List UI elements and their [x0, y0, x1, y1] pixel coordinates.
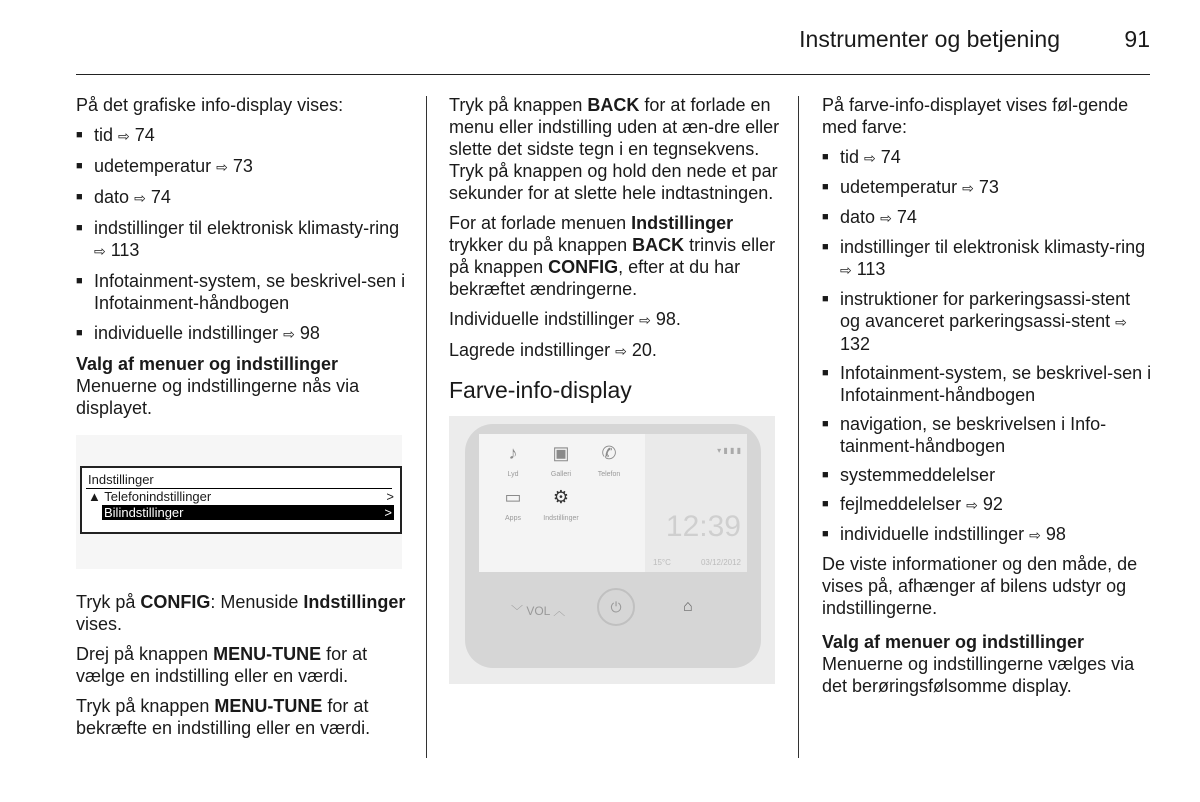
column-divider-2	[798, 96, 799, 758]
status-icons: ▾ ▮ ▮ ▮	[717, 446, 741, 455]
col2-para-3: Individuelle indstillinger ⇨ 98.	[449, 309, 681, 329]
clock: 12:39	[665, 510, 741, 543]
list-item: ■ systemmeddelelser	[822, 464, 1154, 486]
crossref-icon: ⇨	[283, 326, 295, 342]
crossref-icon: ⇨	[639, 312, 651, 328]
col2-para-2: For at forlade menuen Indstillinger trykker du på knappen BACK trinvis eller på knappen CONFIG, efter at du har bekræftet ændringerne.	[449, 213, 776, 299]
col1-subtext: Menuerne og indstillingerne nås via displayet.	[76, 376, 360, 418]
list-item: ■ tid ⇨ 74	[76, 124, 412, 147]
section-heading: Farve-info-display	[449, 377, 632, 403]
list-item: ■ udetemperatur ⇨ 73	[822, 176, 1154, 199]
col1-para-1: Tryk på CONFIG: Menuside Indstillinger vises.	[76, 592, 406, 634]
crossref-icon: ⇨	[94, 243, 106, 259]
list-item: ■ Infotainment-system, se beskrivel-sen i Infotainment-håndbogen	[76, 270, 412, 314]
power-icon: ⏻	[597, 588, 635, 626]
list-item: ■ individuelle indstillinger ⇨ 98	[822, 523, 1154, 546]
crossref-icon: ⇨	[134, 190, 146, 206]
scroll-up-icon: ▲	[88, 489, 101, 504]
crossref-icon: ⇨	[1029, 527, 1041, 543]
list-item: ■ tid ⇨ 74	[822, 146, 1154, 169]
list-item: ■ udetemperatur ⇨ 73	[76, 155, 412, 178]
col1-list	[76, 124, 412, 345]
crossref-icon: ⇨	[880, 210, 892, 226]
list-item: ■ indstillinger til elektronisk klimasty-ring ⇨ 113	[822, 236, 1154, 281]
mono-display-screen	[80, 466, 402, 534]
color-display-figure	[449, 416, 775, 684]
list-item: ■ navigation, se beskrivelsen i Info-tainment-håndbogen	[822, 413, 1154, 457]
page-number: 91	[1124, 26, 1150, 52]
col1-intro: På det grafiske info-display vises:	[76, 95, 344, 115]
gear-icon: ⚙	[552, 487, 570, 507]
home-screen-apps	[479, 434, 645, 572]
home-icon: ⌂	[683, 598, 693, 615]
page-header-title: Instrumenter og betjening	[799, 26, 1060, 52]
crossref-icon: ⇨	[118, 128, 130, 144]
crossref-icon: ⇨	[962, 180, 974, 196]
list-item: ■ individuelle indstillinger ⇨ 98	[76, 322, 412, 345]
col3-list	[822, 146, 1154, 546]
button-bar	[465, 580, 761, 636]
crossref-icon: ⇨	[840, 262, 852, 278]
col1-subheading: Valg af menuer og indstillinger	[76, 354, 339, 374]
volume-control: ﹀ VOL ︿	[511, 604, 566, 618]
touch-screen	[479, 434, 747, 572]
crossref-icon: ⇨	[864, 150, 876, 166]
mono-display-figure	[76, 435, 402, 569]
list-item: ■ dato ⇨ 74	[76, 186, 412, 209]
display-row-bil-selected: Bilindstillinger >	[104, 505, 392, 520]
phone-icon: ✆	[601, 443, 617, 463]
display-bezel	[465, 424, 761, 668]
music-icon: ♪	[508, 443, 518, 463]
list-item: ■ instruktioner for parkeringsassi-stent og avanceret parkeringsassi-stent ⇨ 132	[822, 288, 1154, 355]
column-divider-1	[426, 96, 427, 758]
app-galleri: ▣ Galleri	[535, 442, 587, 486]
app-lyd: ♪ Lyd	[487, 442, 539, 486]
outside-temp: 15°C	[653, 558, 671, 567]
chevron-right-icon: >	[384, 505, 392, 520]
col3-para-1: De viste informationer og den måde, de vises på, afhænger af bilens udstyr og indstillingerne.	[822, 554, 1138, 618]
list-item: ■ indstillinger til elektronisk klimasty-ring ⇨ 113	[76, 217, 412, 262]
list-item: ■ fejlmeddelelser ⇨ 92	[822, 493, 1154, 516]
date: 03/12/2012	[700, 558, 741, 567]
gallery-icon: ▣	[552, 443, 570, 463]
crossref-icon: ⇨	[216, 159, 228, 175]
crossref-icon: ⇨	[615, 343, 627, 359]
col2-para-1: Tryk på knappen BACK for at forlade en menu eller indstilling uden at æn-dre eller slette det sidste tegn i en tegnsekvens. Tryk på knappen og hold den nede et par sekunder for at slette hele indtastningen.	[449, 95, 780, 203]
crossref-icon: ⇨	[966, 497, 978, 513]
display-title: Indstillinger	[88, 472, 154, 487]
column-3	[822, 94, 1154, 705]
col1-para-3: Tryk på knappen MENU-TUNE for at bekræfte en indstilling eller en værdi.	[76, 696, 371, 738]
crossref-icon: ⇨	[1115, 314, 1127, 330]
list-item: ■ Infotainment-system, se beskrivel-sen i Infotainment-håndbogen	[822, 362, 1154, 406]
display-row-telefon: ▲ Telefonindstillinger >	[88, 489, 394, 504]
header-rule	[76, 74, 1150, 75]
list-item: ■ dato ⇨ 74	[822, 206, 1154, 229]
col2-para-4: Lagrede indstillinger ⇨ 20.	[449, 340, 657, 360]
clock-panel	[645, 434, 747, 572]
app-telefon: ✆ Telefon	[583, 442, 635, 486]
app-indstillinger: ⚙ Indstillinger	[535, 486, 587, 530]
app-apps: ▭ Apps	[487, 486, 539, 530]
apps-icon: ▭	[504, 487, 522, 507]
col3-intro: På farve-info-displayet vises føl-gende med farve:	[822, 95, 1129, 137]
col3-subheading: Valg af menuer og indstillinger	[822, 632, 1085, 652]
column-1	[76, 94, 412, 747]
col3-subtext: Menuerne og indstillingerne vælges via det berøringsfølsomme display.	[822, 654, 1135, 696]
col1-para-2: Drej på knappen MENU-TUNE for at vælge en indstilling eller en værdi.	[76, 644, 368, 686]
chevron-right-icon: >	[386, 489, 394, 504]
column-2	[449, 94, 781, 684]
